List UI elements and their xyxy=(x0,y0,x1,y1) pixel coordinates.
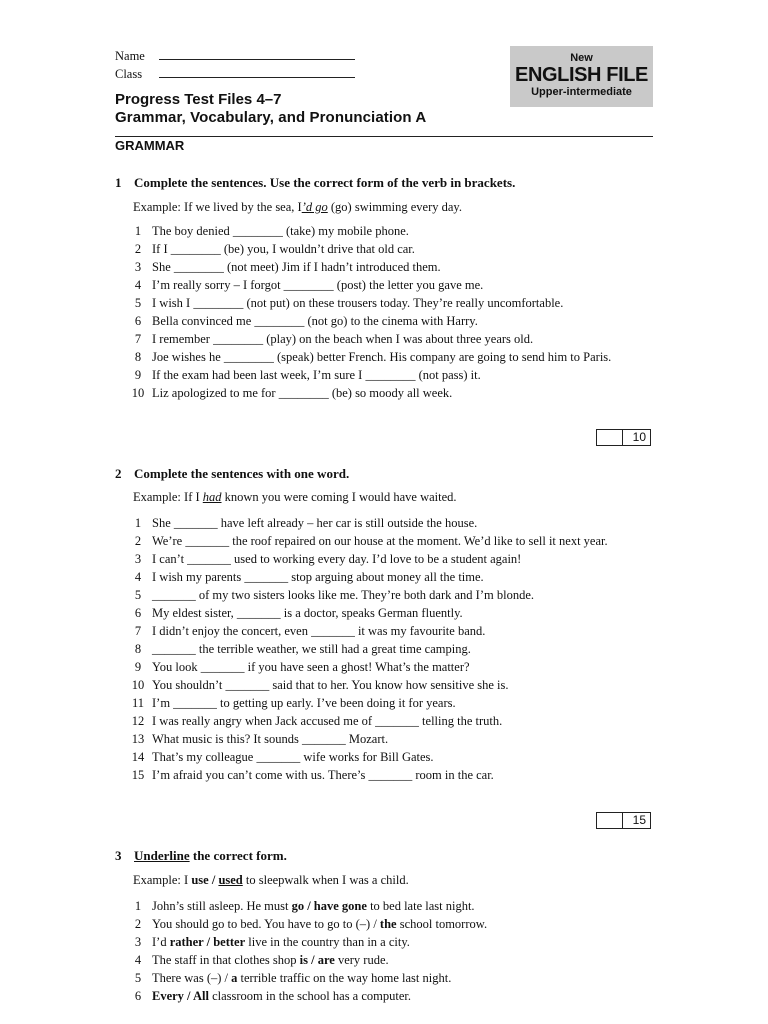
question-1-score-box xyxy=(596,429,651,446)
item-text[interactable]: I remember ________ (play) on the beach when I was about three years old. xyxy=(152,332,534,346)
item-text[interactable] xyxy=(152,969,655,987)
example-2-answer: had xyxy=(202,490,222,504)
question-3-instruction-rest: the correct form. xyxy=(189,848,287,863)
item-number-text: 5 xyxy=(134,971,142,985)
item-number xyxy=(115,294,152,312)
item-text-before: I’d xyxy=(152,935,170,949)
list-item xyxy=(115,676,655,694)
list-item xyxy=(115,348,655,366)
item-text[interactable]: _______ of my two sisters looks like me. They’re both dark and I’m blonde. xyxy=(152,588,534,602)
item-text[interactable]: Joe wishes he ________ (speak) better French. His company are going to send him to Paris. xyxy=(152,350,612,364)
item-number-text: 11 xyxy=(131,696,145,710)
list-item xyxy=(115,330,655,348)
example-3-option-1: use xyxy=(191,873,209,887)
class-label: Class xyxy=(115,67,143,81)
item-text[interactable] xyxy=(152,951,655,969)
item-number xyxy=(115,748,152,766)
list-item xyxy=(115,915,655,933)
name-line xyxy=(115,48,355,64)
item-number xyxy=(115,222,152,240)
item-text-before: There was (–) / xyxy=(152,971,232,985)
item-number-text: 8 xyxy=(134,642,142,656)
item-text[interactable]: What music is this? It sounds _______ Mozart. xyxy=(152,732,389,746)
item-text[interactable]: I wish my parents _______ stop arguing about money all the time. xyxy=(152,570,484,584)
question-1-instruction: Complete the sentences. Use the correct form of the verb in brackets. xyxy=(134,175,516,190)
name-blank[interactable] xyxy=(159,48,355,60)
item-number-text: 10 xyxy=(131,386,145,400)
class-line xyxy=(115,66,355,82)
item-number-text: 4 xyxy=(134,570,142,584)
item-number xyxy=(115,897,152,915)
item-text-after: live in the country than in a city. xyxy=(245,935,410,949)
list-item xyxy=(115,622,655,640)
item-text[interactable]: Liz apologized to me for ________ (be) so moody all week. xyxy=(152,386,453,400)
item-number-text: 5 xyxy=(134,588,142,602)
item-number xyxy=(115,586,152,604)
item-text[interactable]: You shouldn’t _______ said that to her. You know how sensitive she is. xyxy=(152,678,509,692)
question-3-heading xyxy=(115,848,287,864)
test-title: Progress Test Files 4–7 xyxy=(115,91,282,108)
example-2-prefix: Example: If I xyxy=(133,490,203,504)
item-number xyxy=(115,969,152,987)
item-text[interactable]: You look _______ if you have seen a ghost! What’s the matter? xyxy=(152,660,470,674)
item-text-after: school tomorrow. xyxy=(396,917,488,931)
list-item xyxy=(115,694,655,712)
item-number xyxy=(115,568,152,586)
logo-line-title: ENGLISH FILE xyxy=(515,64,648,86)
item-number xyxy=(115,604,152,622)
list-item xyxy=(115,730,655,748)
score-entry-box[interactable] xyxy=(596,429,623,446)
item-number xyxy=(115,658,152,676)
item-text[interactable]: I’m _______ to getting up early. I’ve been doing it for years. xyxy=(152,696,456,710)
header-divider xyxy=(115,136,653,137)
question-2-items xyxy=(115,514,655,784)
item-number-text: 12 xyxy=(131,714,145,728)
item-text[interactable]: _______ the terrible weather, we still had a great time camping. xyxy=(152,642,471,656)
item-number xyxy=(115,766,152,784)
item-text-before: John’s still asleep. He must xyxy=(152,899,292,913)
question-3-number: 3 xyxy=(115,848,122,863)
question-2-instruction: Complete the sentences with one word. xyxy=(134,466,350,481)
item-number-text: 1 xyxy=(134,899,142,913)
list-item xyxy=(115,640,655,658)
item-number xyxy=(115,694,152,712)
item-number xyxy=(115,987,152,1005)
item-number xyxy=(115,951,152,969)
list-item xyxy=(115,897,655,915)
list-item xyxy=(115,658,655,676)
example-1-prefix: Example: If we lived by the sea, I xyxy=(133,200,302,214)
list-item xyxy=(115,712,655,730)
list-item xyxy=(115,987,655,1005)
class-blank[interactable] xyxy=(159,66,355,78)
list-item xyxy=(115,240,655,258)
section-heading: GRAMMAR xyxy=(115,138,185,153)
item-number xyxy=(115,622,152,640)
score-total: 15 xyxy=(623,812,651,829)
item-text-after: to bed late last night. xyxy=(366,899,475,913)
list-item xyxy=(115,384,655,402)
item-text[interactable]: She _______ have left already – her car is still outside the house. xyxy=(152,516,478,530)
item-text[interactable] xyxy=(152,933,655,951)
item-number-text: 13 xyxy=(131,732,145,746)
item-number xyxy=(115,514,152,532)
example-1-answer: ’d go xyxy=(301,200,328,214)
name-label: Name xyxy=(115,49,145,63)
item-text[interactable]: I didn’t enjoy the concert, even _______ it was my favourite band. xyxy=(152,624,486,638)
item-options[interactable]: a xyxy=(231,971,238,985)
item-number-text: 9 xyxy=(134,660,142,674)
item-number-text: 7 xyxy=(134,332,142,346)
item-text[interactable]: The boy denied ________ (take) my mobile phone. xyxy=(152,224,409,238)
item-options[interactable]: rather / better xyxy=(169,935,246,949)
list-item xyxy=(115,532,655,550)
list-item xyxy=(115,258,655,276)
item-number xyxy=(115,240,152,258)
list-item xyxy=(115,294,655,312)
item-number xyxy=(115,712,152,730)
question-2-heading xyxy=(115,466,349,482)
example-2-suffix: known you were coming I would have waited. xyxy=(221,490,457,504)
item-number-text: 15 xyxy=(131,768,145,782)
question-2-score-box xyxy=(596,812,651,829)
item-number-text: 3 xyxy=(134,935,142,949)
item-number-text: 6 xyxy=(134,314,142,328)
item-number-text: 8 xyxy=(134,350,142,364)
item-number-text: 6 xyxy=(134,989,142,1003)
item-text[interactable]: We’re _______ the roof repaired on our house at the moment. We’d like to sell it next year. xyxy=(152,534,608,548)
item-number xyxy=(115,676,152,694)
list-item xyxy=(115,951,655,969)
item-number-text: 4 xyxy=(134,953,142,967)
item-text[interactable]: That’s my colleague _______ wife works for Bill Gates. xyxy=(152,750,434,764)
item-options[interactable]: Every / All xyxy=(152,989,209,1003)
item-number-text: 4 xyxy=(134,278,142,292)
item-number xyxy=(115,330,152,348)
english-file-logo xyxy=(510,46,653,107)
item-text[interactable]: I wish I ________ (not put) on these trousers today. They’re really uncomfortable. xyxy=(152,296,564,310)
item-number-text: 2 xyxy=(134,242,142,256)
score-total: 10 xyxy=(623,429,651,446)
item-number xyxy=(115,915,152,933)
item-text-before: You should go to bed. You have to go to (–) / xyxy=(152,917,380,931)
item-number-text: 5 xyxy=(134,296,142,310)
item-text[interactable] xyxy=(152,897,655,915)
item-text[interactable]: My eldest sister, _______ is a doctor, speaks German fluently. xyxy=(152,606,463,620)
item-number xyxy=(115,366,152,384)
list-item xyxy=(115,748,655,766)
item-number xyxy=(115,348,152,366)
item-text[interactable]: I can’t _______ used to working every day. I’d love to be a student again! xyxy=(152,552,522,566)
list-item xyxy=(115,568,655,586)
item-number-text: 2 xyxy=(134,534,142,548)
item-number xyxy=(115,933,152,951)
list-item xyxy=(115,550,655,568)
list-item xyxy=(115,766,655,784)
item-number-text: 10 xyxy=(131,678,145,692)
item-number xyxy=(115,640,152,658)
item-number xyxy=(115,532,152,550)
item-text[interactable]: If the exam had been last week, I’m sure I ________ (not pass) it. xyxy=(152,368,481,382)
example-3-prefix: Example: I xyxy=(133,873,192,887)
question-1-example xyxy=(133,200,462,215)
item-text-before: The staff in that clothes shop xyxy=(152,953,300,967)
item-number xyxy=(115,730,152,748)
question-1-heading xyxy=(115,175,515,191)
logo-line-new: New xyxy=(570,52,593,64)
item-number xyxy=(115,550,152,568)
question-3-items xyxy=(115,897,655,1005)
item-text[interactable]: Bella convinced me ________ (not go) to the cinema with Harry. xyxy=(152,314,478,328)
item-number-text: 7 xyxy=(134,624,142,638)
item-text[interactable]: I’m really sorry – I forgot ________ (post) the letter you gave me. xyxy=(152,278,484,292)
list-item xyxy=(115,514,655,532)
item-options[interactable]: is / are xyxy=(299,953,335,967)
item-text[interactable]: She ________ (not meet) Jim if I hadn’t introduced them. xyxy=(152,260,441,274)
test-subtitle: Grammar, Vocabulary, and Pronunciation A xyxy=(115,109,427,126)
item-options[interactable]: the xyxy=(379,917,397,931)
item-number-text: 3 xyxy=(134,552,142,566)
item-text-after: terrible traffic on the way home last night. xyxy=(237,971,452,985)
list-item xyxy=(115,969,655,987)
item-options[interactable]: go / have gone xyxy=(291,899,367,913)
item-text[interactable]: I was really angry when Jack accused me of _______ telling the truth. xyxy=(152,714,503,728)
question-2-number: 2 xyxy=(115,466,122,481)
list-item xyxy=(115,933,655,951)
item-number-text: 2 xyxy=(134,917,142,931)
score-entry-box[interactable] xyxy=(596,812,623,829)
item-number-text: 1 xyxy=(134,224,142,238)
item-text[interactable]: I’m afraid you can’t come with us. There’s _______ room in the car. xyxy=(152,768,494,782)
question-3-instruction-underline: Underline xyxy=(134,848,190,863)
question-3-example xyxy=(133,873,409,888)
logo-line-level: Upper-intermediate xyxy=(531,86,632,98)
item-number-text: 9 xyxy=(134,368,142,382)
list-item xyxy=(115,276,655,294)
list-item xyxy=(115,604,655,622)
item-number xyxy=(115,276,152,294)
example-3-suffix: to sleepwalk when I was a child. xyxy=(242,873,409,887)
example-1-suffix: (go) swimming every day. xyxy=(327,200,462,214)
item-number-text: 1 xyxy=(134,516,142,530)
question-2-example xyxy=(133,490,457,505)
list-item xyxy=(115,586,655,604)
question-1-number: 1 xyxy=(115,175,122,190)
item-number xyxy=(115,258,152,276)
item-number xyxy=(115,312,152,330)
item-number-text: 3 xyxy=(134,260,142,274)
list-item xyxy=(115,222,655,240)
question-1-items xyxy=(115,222,655,402)
list-item xyxy=(115,312,655,330)
item-text[interactable]: If I ________ (be) you, I wouldn’t drive that old car. xyxy=(152,242,415,256)
item-text-after: classroom in the school has a computer. xyxy=(208,989,411,1003)
item-text[interactable] xyxy=(152,915,655,933)
item-text-after: very rude. xyxy=(334,953,389,967)
example-3-option-2: used xyxy=(218,873,243,887)
list-item xyxy=(115,366,655,384)
example-3-separator: / xyxy=(208,873,219,887)
item-number-text: 6 xyxy=(134,606,142,620)
item-number-text: 14 xyxy=(131,750,145,764)
item-number xyxy=(115,384,152,402)
item-text[interactable] xyxy=(152,987,655,1005)
